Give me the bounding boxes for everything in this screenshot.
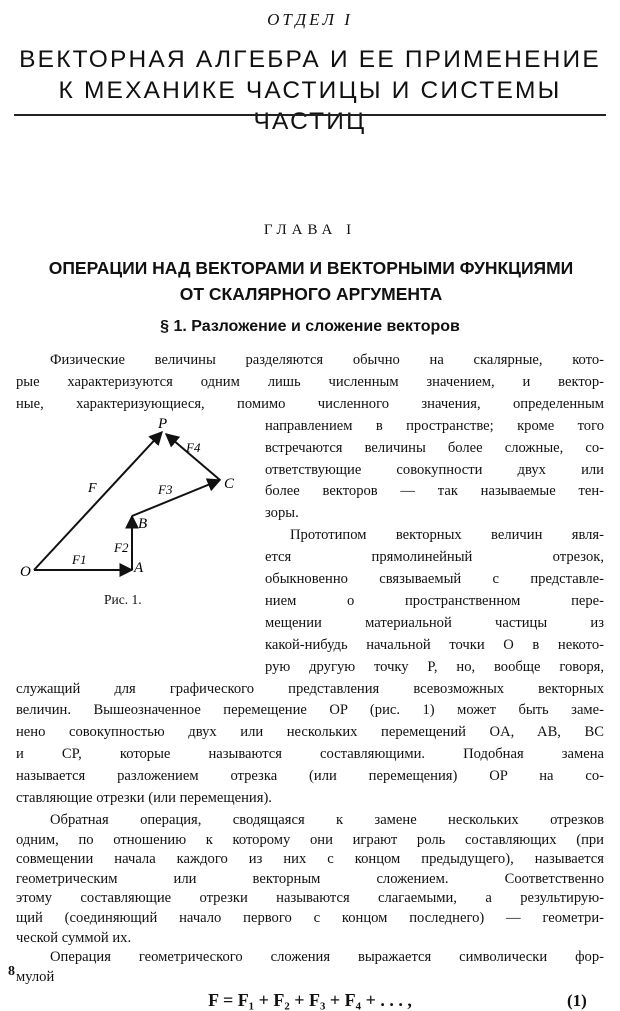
text-line: какой-нибудь начальной точки O в некото- xyxy=(265,636,604,653)
text-line: геометрическим или векторным сложением. Соответственно xyxy=(16,870,604,887)
label-F4: F4 xyxy=(186,440,201,455)
formula: F = F₁ + F₂ + F₃ + F₄ + . . . , xyxy=(208,990,412,1011)
text-line: одним, по отношению к которому они играют роль составляющих (при xyxy=(16,831,604,848)
text-line: ответствующие совокупности двух или xyxy=(265,461,604,478)
text-line: нено совокупностью двух или нескольких перемещений OA, AB, BC xyxy=(16,724,604,741)
part-label: ОТДЕЛ I xyxy=(267,10,353,29)
chapter-title-line: ОПЕРАЦИИ НАД ВЕКТОРАМИ И ВЕКТОРНЫМИ ФУНКЦИЯМИ xyxy=(48,258,574,278)
text-line: мещении материальной частицы из xyxy=(265,614,604,631)
text-line: и CP, которые называются составляющими. Подобная замена xyxy=(16,746,604,763)
chapter-label: ГЛАВА I xyxy=(263,222,357,238)
text-line: направлением в пространстве; кроме того xyxy=(265,417,604,434)
text-line: мулой xyxy=(16,968,55,985)
vector-BC xyxy=(132,480,220,516)
text-line: этому составляющие отрезки называются слагаемыми, а результирую- xyxy=(16,890,604,907)
section-title: § 1. Разложение и сложение векторов xyxy=(160,318,460,335)
text-line: совмещении начала каждого из них с концом предыдущего), называется xyxy=(16,851,604,868)
text-line: Обратная операция, сводящаяся к замене нескольких отрезков xyxy=(50,811,604,828)
text-line: более векторов — так называемые тен- xyxy=(265,483,604,500)
text-line: нием о пространственном пере- xyxy=(265,592,604,609)
label-A: A xyxy=(134,560,144,576)
label-F2: F2 xyxy=(114,540,129,555)
part-title xyxy=(14,44,606,137)
text-line: обыкновенно связываемый с представле- xyxy=(265,571,604,587)
text-line: Прототипом векторных величин явля- xyxy=(290,527,604,544)
label-F: F xyxy=(88,481,97,496)
text-line: величин. Вышеозначенное перемещение OP (рис. 1) может быть заме- xyxy=(16,702,604,719)
text-line: Физические величины разделяются обычно на скалярные, кото- xyxy=(50,352,604,368)
vector-figure xyxy=(20,410,250,580)
label-F1: F1 xyxy=(72,552,87,567)
equation-number: (1) xyxy=(567,991,587,1011)
chapter-title xyxy=(16,255,606,307)
text-line: называется разложением отрезка (или перемещения) OP на со- xyxy=(16,768,604,785)
text-line: ные, характеризующиеся, помимо численного значения, определенным xyxy=(16,395,604,412)
text-line: рые характеризуются одним лишь численным значением, и вектор- xyxy=(16,373,604,390)
text-line: встречаются величины более сложные, со- xyxy=(265,439,604,456)
title-rule xyxy=(14,114,606,116)
text-line: зоры. xyxy=(265,505,299,522)
label-P: P xyxy=(158,416,168,432)
text-line: служащий для графического представления всевозможных векторных xyxy=(16,680,604,697)
label-C: C xyxy=(224,476,235,492)
text-line: ческой суммой их. xyxy=(16,929,132,946)
vector-OP xyxy=(34,432,162,570)
page-number: 8 xyxy=(8,964,15,979)
text-line: Операция геометрического сложения выражается символически фор- xyxy=(50,949,604,966)
label-B: B xyxy=(138,516,148,532)
figure-caption: Рис. 1. xyxy=(104,592,142,607)
part-title-line: ВЕКТОРНАЯ АЛГЕБРА И ЕЕ ПРИМЕНЕНИЕ xyxy=(19,46,601,73)
text-line: ется прямолинейный отрезок, xyxy=(265,549,604,566)
label-F3: F3 xyxy=(158,482,173,497)
label-O: O xyxy=(20,564,31,580)
text-line: рую другую точку P, но, вообще говоря, xyxy=(265,658,604,675)
text-line: щий (соединяющий начало первого с концом последнего) — геометри- xyxy=(16,909,604,926)
chapter-title-line: ОТ СКАЛЯРНОГО АРГУМЕНТА xyxy=(179,284,443,304)
text-line: ставляющие отрезки (или перемещения). xyxy=(16,790,272,806)
part-title-line: К МЕХАНИКЕ ЧАСТИЦЫ И СИСТЕМЫ ЧАСТИЦ xyxy=(58,77,562,135)
